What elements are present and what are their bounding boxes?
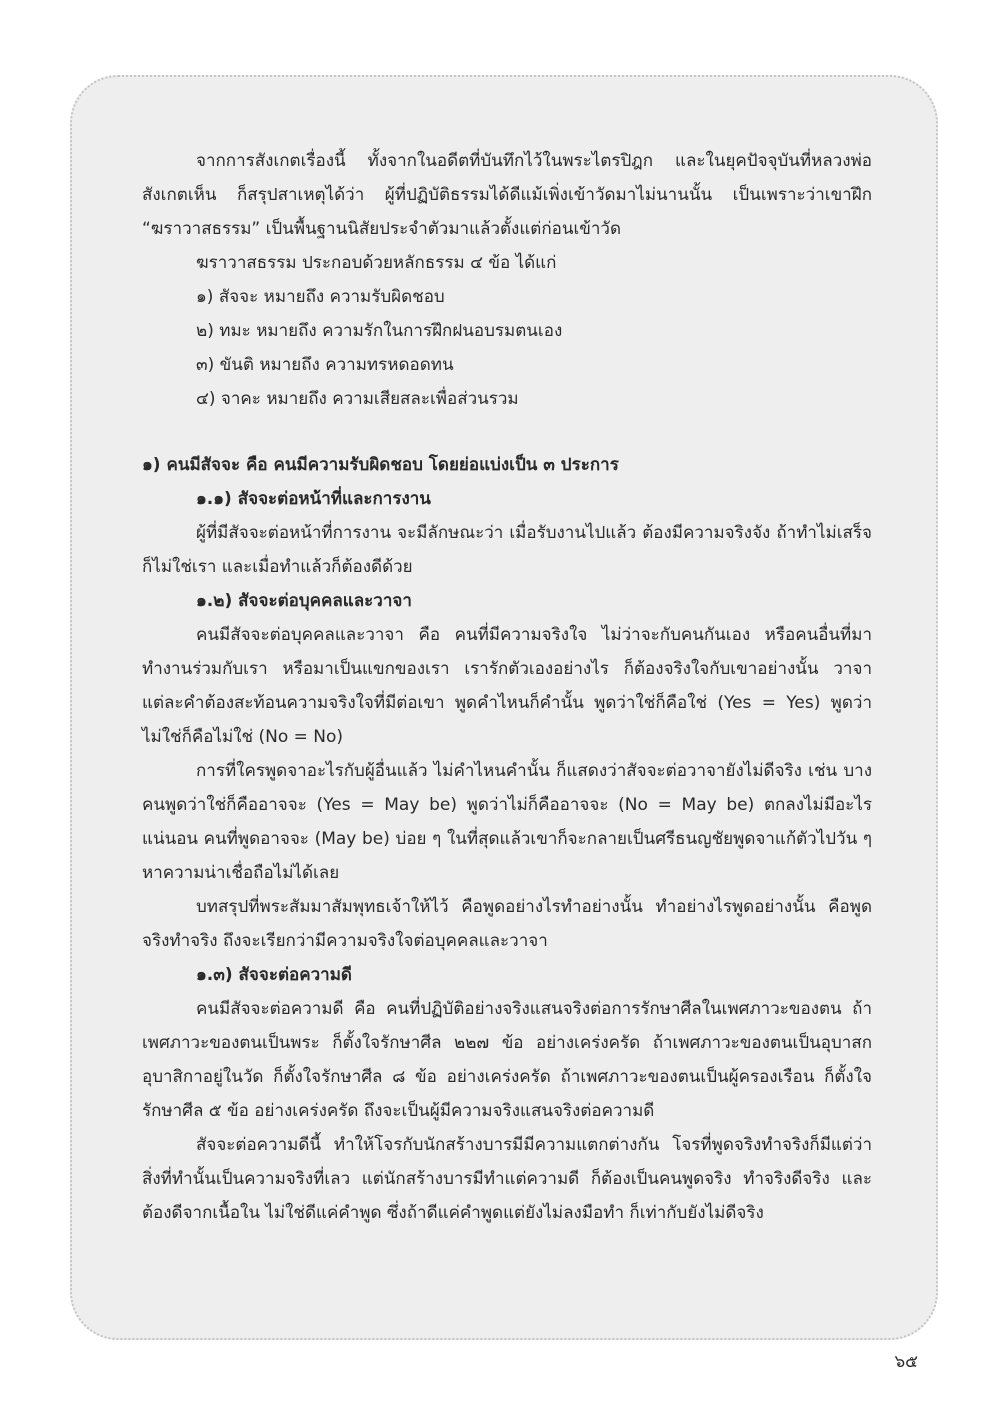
paragraph: ผู้ที่มีสัจจะต่อหน้าที่การงาน จะมีลักษณะว่า เมื่อรับงานไปแล้ว ต้องมีความจริงจัง ถ้าทำไม่เสร็จก็ไม่ใช่เรา และเมื่อทำแล้วก็ต้องดีด้วย bbox=[142, 523, 872, 577]
subsection-heading: ๑.๑) สัจจะต่อหน้าที่และการงาน bbox=[196, 489, 431, 509]
page-content bbox=[142, 144, 872, 1230]
page-number: ๖๕ bbox=[894, 1352, 918, 1372]
subsection-heading: ๑.๒) สัจจะต่อบุคคลและวาจา bbox=[196, 591, 412, 611]
list-item: ๓) ขันติ หมายถึง ความทรหดอดทน bbox=[196, 355, 454, 375]
paragraph: คนมีสัจจะต่อความดี คือ คนที่ปฏิบัติอย่างจริงแสนจริงต่อการรักษาศีลในเพศภาวะของตน ถ้าเพศภาวะของตนเป็นพระ ก็ตั้งใจรักษาศีล ๒๒๗ ข้อ อย่างเคร่งครัด ถ้าเพศภาวะของตนเป็นอุบาสกอุบาสิกาอยู่ในวัด ก็ตั้งใจรักษาศีล ๘ ข้อ อย่างเคร่งครัด ถ้าเพศภาวะของตนเป็นผู้ครองเรือน ก็ตั้งใจรักษาศีล ๕ ข้อ อย่างเคร่งครัด ถึงจะเป็นผู้มีความจริงแสนจริงต่อความดี bbox=[142, 999, 872, 1121]
section-heading: ๑) คนมีสัจจะ คือ คนมีความรับผิดชอบ โดยย่อแบ่งเป็น ๓ ประการ bbox=[142, 455, 619, 475]
list-heading: ฆราวาสธรรม ประกอบด้วยหลักธรรม ๔ ข้อ ได้แก่ bbox=[196, 253, 557, 273]
intro-paragraph: จากการสังเกตเรื่องนี้ ทั้งจากในอดีตที่บันทึกไว้ในพระไตรปิฎก และในยุคปัจจุบันที่หลวงพ่อสังเกตเห็น ก็สรุปสาเหตุได้ว่า ผู้ที่ปฏิบัติธรรมได้ดีแม้เพิ่งเข้าวัดมาไม่นานนั้น เป็นเพราะว่าเขาฝึก “ฆราวาสธรรม” เป็นพื้นฐานนิสัยประจำตัวมาแล้วตั้งแต่ก่อนเข้าวัด bbox=[142, 151, 872, 239]
paragraph: สัจจะต่อความดีนี้ ทำให้โจรกับนักสร้างบารมีมีความแตกต่างกัน โจรที่พูดจริงทำจริงก็มีแต่ว่าสิ่งที่ทำนั้นเป็นความจริงที่เลว แต่นักสร้างบารมีทำแต่ความดี ก็ต้องเป็นคนพูดจริง ทำจริงดีจริง และต้องดีจากเนื้อใน ไม่ใช่ดีแค่คำพูด ซึ่งถ้าดีแค่คำพูดแต่ยังไม่ลงมือทำ ก็เท่ากับยังไม่ดีจริง bbox=[142, 1135, 872, 1223]
paragraph: การที่ใครพูดจาอะไรกับผู้อื่นแล้ว ไม่คำไหนคำนั้น ก็แสดงว่าสัจจะต่อวาจายังไม่ดีจริง เช่น บางคนพูดว่าใช่ก็คืออาจจะ (Yes = May be) พูดว่าไม่ก็คืออาจจะ (No = May be) ตกลงไม่มีอะไรแน่นอน คนที่พูดอาจจะ (May be) บ่อย ๆ ในที่สุดแล้วเขาก็จะกลายเป็นศรีธนญชัยพูดจาแก้ตัวไปวัน ๆ หาความน่าเชื่อถือไม่ได้เลย bbox=[142, 761, 872, 883]
paragraph: บทสรุปที่พระสัมมาสัมพุทธเจ้าให้ไว้ คือพูดอย่างไรทำอย่างนั้น ทำอย่างไรพูดอย่างนั้น คือพูดจริงทำจริง ถึงจะเรียกว่ามีความจริงใจต่อบุคคลและวาจา bbox=[142, 897, 872, 951]
list-item: ๔) จาคะ หมายถึง ความเสียสละเพื่อส่วนรวม bbox=[196, 389, 519, 409]
subsection-heading: ๑.๓) สัจจะต่อความดี bbox=[196, 965, 352, 985]
list-item: ๑) สัจจะ หมายถึง ความรับผิดชอบ bbox=[196, 287, 445, 307]
spacer bbox=[142, 416, 872, 448]
list-item: ๒) ทมะ หมายถึง ความรักในการฝึกฝนอบรมตนเอง bbox=[196, 321, 563, 341]
paragraph: คนมีสัจจะต่อบุคคลและวาจา คือ คนที่มีความจริงใจ ไม่ว่าจะกับคนกันเอง หรือคนอื่นที่มาทำงานร่วมกับเรา หรือมาเป็นแขกของเรา เรารักตัวเองอย่างไร ก็ต้องจริงใจกับเขาอย่างนั้น วาจาแต่ละคำต้องสะท้อนความจริงใจที่มีต่อเขา พูดคำไหนก็คำนั้น พูดว่าใช่ก็คือใช่ (Yes = Yes) พูดว่าไม่ใช่ก็คือไม่ใช่ (No = No) bbox=[142, 625, 872, 747]
